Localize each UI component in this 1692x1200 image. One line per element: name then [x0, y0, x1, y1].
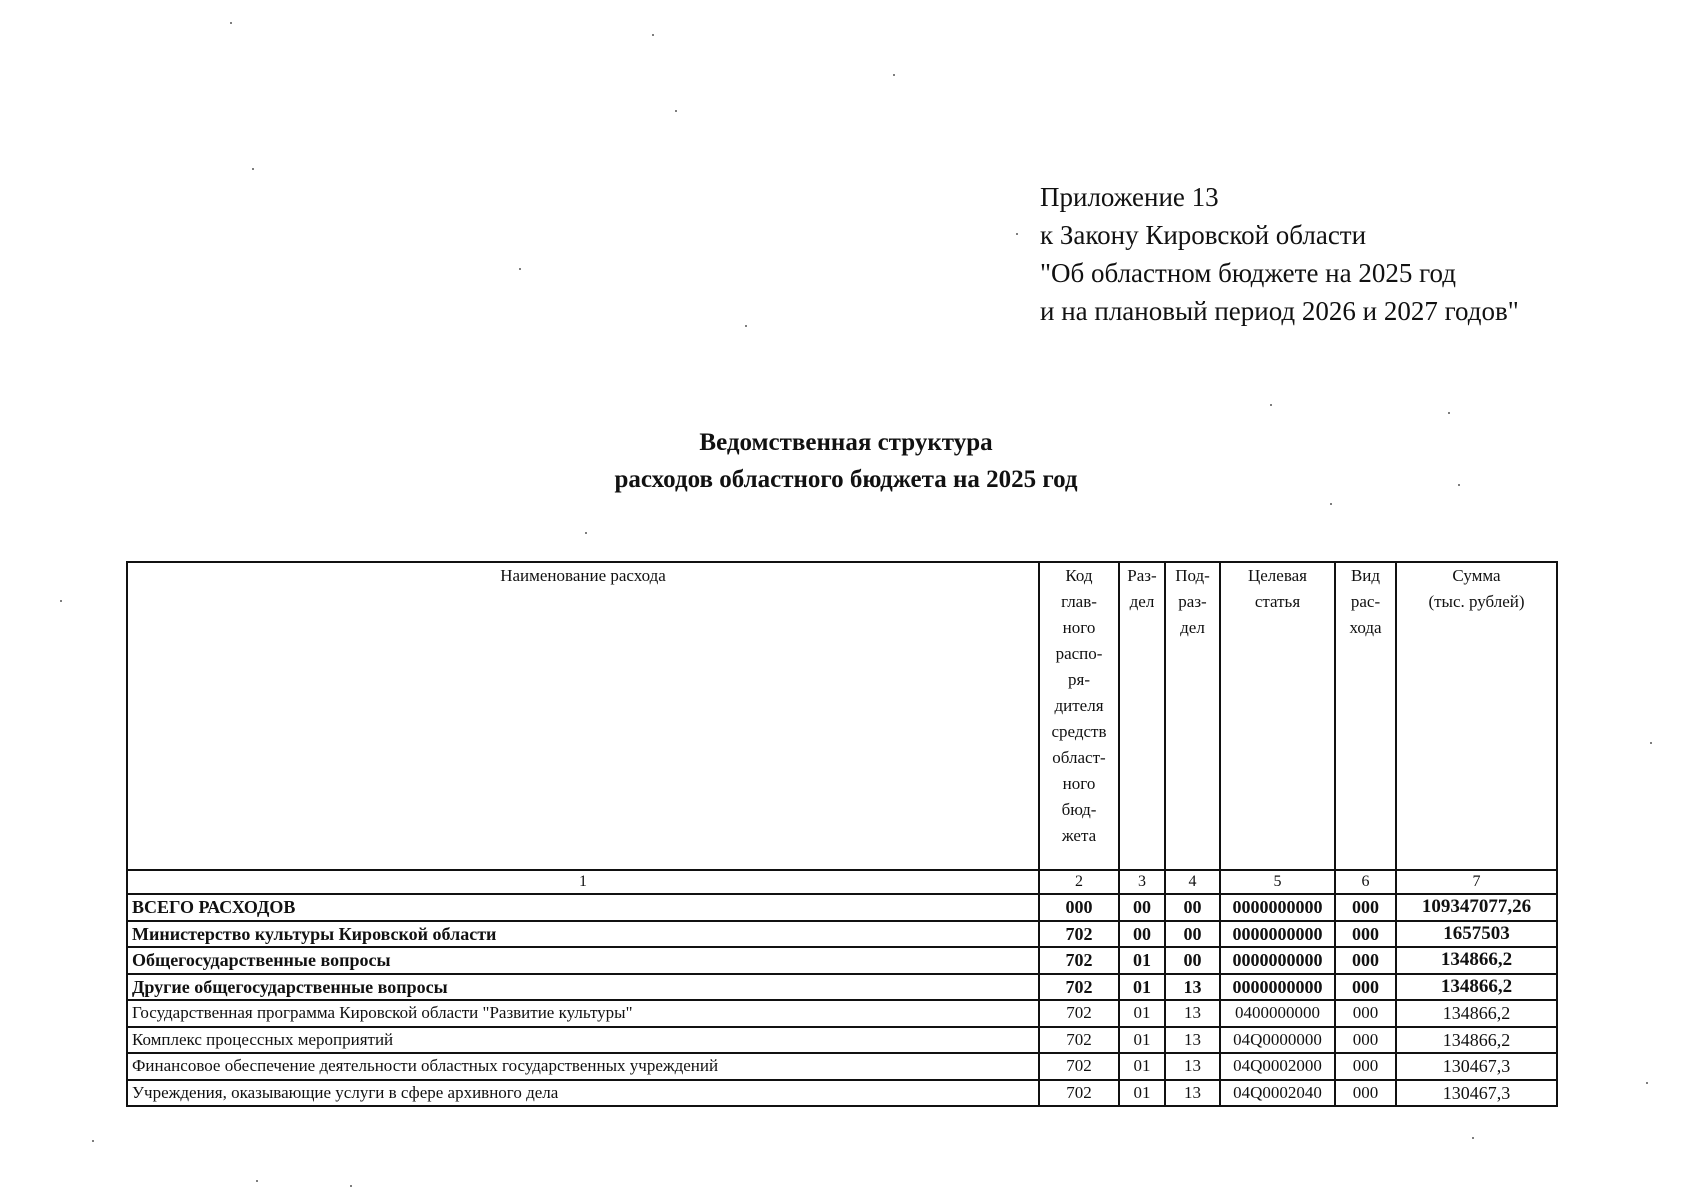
header-line: област- — [1052, 748, 1106, 767]
header-line: Код — [1065, 566, 1093, 585]
header-type — [1335, 562, 1396, 870]
cell-subsection: 13 — [1165, 1000, 1220, 1027]
header-code — [1039, 562, 1119, 870]
header-line: ного — [1062, 774, 1096, 793]
header-line: ря- — [1068, 670, 1090, 689]
cell-name: Министерство культуры Кировской области — [127, 921, 1039, 948]
cell-type: 000 — [1335, 894, 1396, 921]
header-line: глав- — [1061, 592, 1097, 611]
cell-section: 00 — [1119, 894, 1165, 921]
cell-code: 000 — [1039, 894, 1119, 921]
cell-code: 702 — [1039, 1027, 1119, 1054]
scan-speck — [92, 1140, 94, 1142]
appendix-line: и на плановый период 2026 и 2027 годов" — [1040, 296, 1519, 326]
scan-speck — [230, 22, 232, 24]
scan-speck — [252, 168, 254, 170]
table-row — [127, 947, 1557, 974]
header-line: жета — [1061, 826, 1097, 845]
column-number-row — [127, 870, 1557, 894]
table-row — [127, 894, 1557, 921]
cell-target: 04Q0002040 — [1220, 1080, 1335, 1107]
scan-speck — [256, 1180, 258, 1182]
scan-speck — [1016, 233, 1018, 235]
scan-speck — [1472, 1137, 1474, 1139]
cell-sum: 130467,3 — [1396, 1080, 1557, 1107]
header-subsection — [1165, 562, 1220, 870]
cell-type: 000 — [1335, 1080, 1396, 1107]
header-section — [1119, 562, 1165, 870]
appendix-block — [1040, 178, 1519, 330]
header-line: Целевая — [1247, 566, 1308, 585]
column-number: 4 — [1165, 870, 1220, 894]
cell-code: 702 — [1039, 974, 1119, 1001]
cell-sum: 134866,2 — [1396, 947, 1557, 974]
scan-speck — [745, 325, 747, 327]
column-number: 5 — [1220, 870, 1335, 894]
header-line: Сумма — [1452, 566, 1501, 585]
cell-target: 04Q0002000 — [1220, 1053, 1335, 1080]
cell-section: 01 — [1119, 974, 1165, 1001]
cell-name: Финансовое обеспечение деятельности областных государственных учреждений — [127, 1053, 1039, 1080]
column-number: 7 — [1396, 870, 1557, 894]
cell-subsection: 13 — [1165, 1027, 1220, 1054]
scan-speck — [585, 532, 587, 534]
column-number: 3 — [1119, 870, 1165, 894]
cell-sum: 134866,2 — [1396, 1000, 1557, 1027]
cell-section: 01 — [1119, 1027, 1165, 1054]
header-line: Под- — [1175, 566, 1210, 585]
header-line: Вид — [1350, 566, 1381, 585]
cell-name: ВСЕГО РАСХОДОВ — [127, 894, 1039, 921]
cell-type: 000 — [1335, 1000, 1396, 1027]
title-line-2: расходов областного бюджета на 2025 год — [614, 466, 1078, 493]
cell-sum: 130467,3 — [1396, 1053, 1557, 1080]
appendix-line: к Закону Кировской области — [1040, 220, 1367, 250]
cell-code: 702 — [1039, 921, 1119, 948]
table-row — [127, 1080, 1557, 1107]
cell-code: 702 — [1039, 1080, 1119, 1107]
header-line: раз- — [1178, 592, 1207, 611]
table-row — [127, 974, 1557, 1001]
table-row — [127, 921, 1557, 948]
cell-target: 0400000000 — [1220, 1000, 1335, 1027]
header-line: статья — [1254, 592, 1301, 611]
column-number: 1 — [127, 870, 1039, 894]
header-line: средств — [1051, 722, 1107, 741]
scan-speck — [652, 34, 654, 36]
scan-speck — [350, 1185, 352, 1187]
cell-section: 01 — [1119, 1000, 1165, 1027]
cell-sum: 1657503 — [1396, 921, 1557, 948]
cell-type: 000 — [1335, 974, 1396, 1001]
cell-type: 000 — [1335, 1053, 1396, 1080]
cell-name: Общегосударственные вопросы — [127, 947, 1039, 974]
cell-sum: 109347077,26 — [1396, 894, 1557, 921]
appendix-line: Приложение 13 — [1040, 182, 1219, 212]
cell-subsection: 00 — [1165, 921, 1220, 948]
header-line: Наименование расхода — [500, 566, 666, 585]
cell-subsection: 13 — [1165, 1053, 1220, 1080]
cell-section: 01 — [1119, 1053, 1165, 1080]
cell-subsection: 00 — [1165, 947, 1220, 974]
header-row — [127, 562, 1557, 870]
scan-speck — [1270, 404, 1272, 406]
scan-speck — [1458, 484, 1460, 486]
document-title — [0, 424, 1692, 498]
cell-type: 000 — [1335, 947, 1396, 974]
cell-code: 702 — [1039, 947, 1119, 974]
cell-code: 702 — [1039, 1000, 1119, 1027]
title-line-1: Ведомственная структура — [699, 429, 993, 456]
column-number: 6 — [1335, 870, 1396, 894]
cell-name: Комплекс процессных мероприятий — [127, 1027, 1039, 1054]
header-line: дел — [1129, 592, 1155, 611]
cell-name: Учреждения, оказывающие услуги в сфере архивного дела — [127, 1080, 1039, 1107]
cell-section: 01 — [1119, 947, 1165, 974]
header-line: дителя — [1054, 696, 1104, 715]
cell-target: 0000000000 — [1220, 921, 1335, 948]
budget-table — [126, 561, 1558, 1107]
cell-target: 0000000000 — [1220, 894, 1335, 921]
scan-speck — [675, 110, 677, 112]
header-line: Раз- — [1127, 566, 1157, 585]
cell-sum: 134866,2 — [1396, 974, 1557, 1001]
header-line: бюд- — [1061, 800, 1097, 819]
header-line: рас- — [1350, 592, 1381, 611]
cell-subsection: 13 — [1165, 1080, 1220, 1107]
header-line: хода — [1349, 618, 1382, 637]
header-target — [1220, 562, 1335, 870]
appendix-line: "Об областном бюджете на 2025 год — [1040, 258, 1456, 288]
cell-name: Другие общегосударственные вопросы — [127, 974, 1039, 1001]
cell-section: 00 — [1119, 921, 1165, 948]
scan-speck — [519, 268, 521, 270]
table-row — [127, 1027, 1557, 1054]
header-name — [127, 562, 1039, 870]
cell-target: 0000000000 — [1220, 947, 1335, 974]
scan-speck — [1330, 503, 1332, 505]
cell-target: 0000000000 — [1220, 974, 1335, 1001]
scan-speck — [60, 600, 62, 602]
cell-code: 702 — [1039, 1053, 1119, 1080]
cell-target: 04Q0000000 — [1220, 1027, 1335, 1054]
scan-speck — [893, 74, 895, 76]
cell-type: 000 — [1335, 921, 1396, 948]
header-line: распо- — [1055, 644, 1103, 663]
scan-speck — [1650, 742, 1652, 744]
cell-section: 01 — [1119, 1080, 1165, 1107]
header-line: ного — [1062, 618, 1096, 637]
scan-speck — [1448, 412, 1450, 414]
cell-subsection: 13 — [1165, 974, 1220, 1001]
header-line: дел — [1180, 618, 1205, 637]
table-row — [127, 1053, 1557, 1080]
column-number: 2 — [1039, 870, 1119, 894]
cell-type: 000 — [1335, 1027, 1396, 1054]
header-sum — [1396, 562, 1557, 870]
cell-sum: 134866,2 — [1396, 1027, 1557, 1054]
cell-subsection: 00 — [1165, 894, 1220, 921]
cell-name: Государственная программа Кировской области "Развитие культуры" — [127, 1000, 1039, 1027]
scan-speck — [1646, 1082, 1648, 1084]
header-line: (тыс. рублей) — [1428, 592, 1525, 611]
table-row — [127, 1000, 1557, 1027]
